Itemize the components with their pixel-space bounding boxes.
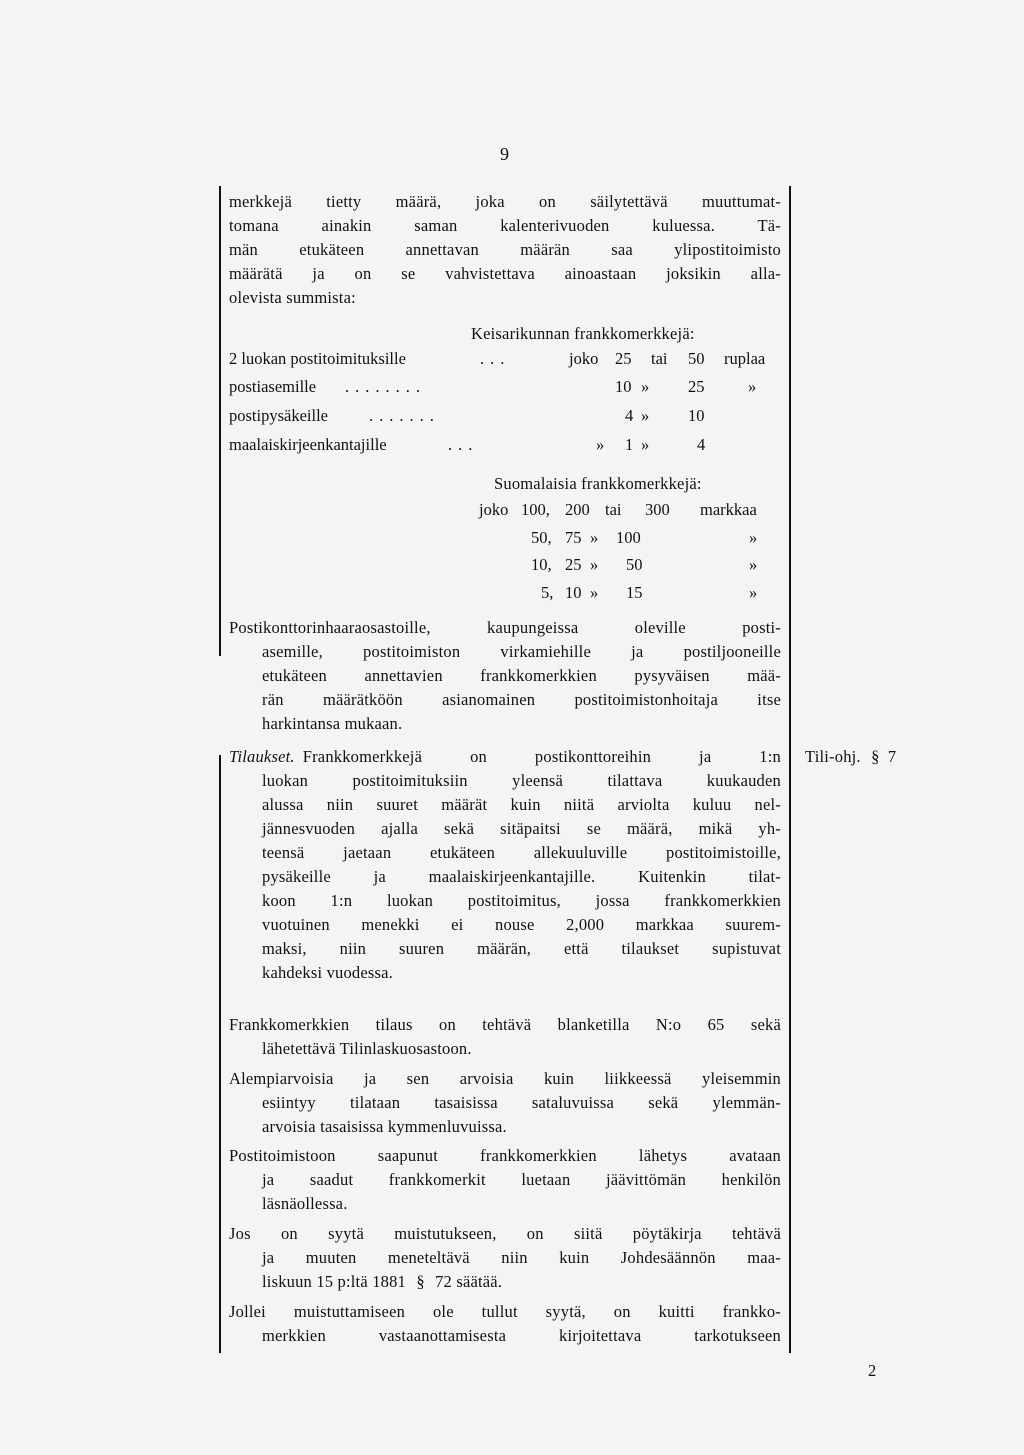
imperial-row-conj: »: [641, 435, 650, 454]
finnish-row-a: 100,: [521, 500, 550, 519]
imperial-row-b: 4: [697, 435, 706, 454]
finnish-row-conj: »: [590, 583, 599, 602]
imperial-row-label: maalaiskirjeenkantajille: [229, 435, 387, 454]
finnish-row-conj: »: [590, 528, 599, 547]
receipt-line: Jollei muistuttamiseen ole tullut syytä, on kuitti frankko-: [229, 1302, 781, 1321]
finnish-row-b: 75: [565, 528, 582, 547]
arrival-paragraph: [229, 1144, 781, 1216]
finnish-row-c: 15: [626, 583, 643, 602]
arrival-line: läsnäollessa.: [262, 1194, 348, 1213]
orders-line: maksi, niin suuren määrän, että tilaukset supistuvat: [262, 939, 781, 958]
section-mark: §: [871, 747, 880, 766]
intro-paragraph: [229, 190, 781, 310]
imperial-row-a: 1: [625, 435, 634, 454]
imperial-row-b: 10: [688, 406, 705, 425]
arrival-line: ja saadut frankkomerkit luetaan jäävittömän henkilön: [262, 1170, 781, 1189]
right-rule: [789, 186, 791, 1353]
orders-line: jännesvuoden ajalla sekä sitäpaitsi se määrä, mikä yh-: [262, 819, 781, 838]
imperial-row-a: 10: [615, 377, 632, 396]
lower-line: esiintyy tilataan tasaisissa sataluvuissa sekä ylemmän-: [262, 1093, 781, 1112]
left-rule: [219, 186, 221, 656]
finnish-row-conj: tai: [605, 500, 622, 519]
intro-line: tomana ainakin saman kalenterivuoden kuluessa. Tä-: [229, 216, 781, 235]
left-rule-lower: [219, 755, 221, 1353]
intro-line: olevista summista:: [229, 288, 356, 307]
complaint-end: 72 säätää.: [435, 1272, 503, 1291]
lower-line: arvoisia tasaisissa kymmenluvuissa.: [262, 1117, 507, 1136]
finnish-row-conj: »: [590, 555, 599, 574]
receipt-line: merkkien vastaanottamisesta kirjoitettava tarkotukseen: [262, 1326, 781, 1345]
orders-line: teensä jaetaan etukäteen allekuuluville postitoimistoille,: [262, 843, 781, 862]
footer-number: 2: [868, 1361, 877, 1380]
finnish-row-b: 25: [565, 555, 582, 574]
orders-line: vuotuinen menekki ei nouse 2,000 markkaa suurem-: [262, 915, 781, 934]
finnish-heading: Suomalaisia frankkomerkkejä:: [494, 474, 702, 493]
intro-line: merkkejä tietty määrä, joka on säilytettävä muuttumat-: [229, 192, 781, 211]
orders-line: Frankkomerkkejä on postikonttoreihin ja 1:n: [302, 747, 781, 766]
orders-line: kahdeksi vuodessa.: [262, 963, 393, 982]
imperial-row-label: 2 luokan postitoimituksille: [229, 349, 406, 368]
finnish-row-unit: »: [749, 528, 758, 547]
branch-line: rän määrätköön asianomainen postitoimistonhoitaja itse: [262, 690, 781, 709]
orders-line: alussa niin suuret määrät kuin niitä arviolta kuluu nel-: [262, 795, 781, 814]
imperial-row-conj: »: [641, 406, 650, 425]
branch-paragraph: [229, 616, 781, 736]
imperial-row-dots: ........: [345, 377, 426, 396]
finnish-row-c: 300: [645, 500, 670, 519]
imperial-row-b: 50: [688, 349, 705, 368]
imperial-row-unit: ruplaa: [724, 349, 766, 368]
finnish-row-c: 50: [626, 555, 643, 574]
finnish-row-a: 5,: [541, 583, 554, 602]
side-note-number: 7: [887, 747, 897, 766]
side-note: [805, 745, 896, 769]
section-mark: §: [416, 1272, 425, 1291]
branch-line: harkintansa mukaan.: [262, 714, 403, 733]
page-number: 9: [500, 144, 510, 164]
imperial-row-label: postiasemille: [229, 377, 317, 396]
imperial-row-a: 4: [625, 406, 634, 425]
finnish-row-c: 100: [616, 528, 641, 547]
orders-line: pysäkeille ja maalaiskirjeenkantajille. Kuitenkin tilat-: [262, 867, 781, 886]
intro-line: män etukäteen annettavan määrän saa ylipostitoimisto: [229, 240, 781, 259]
side-note-label: Tili-ohj.: [805, 747, 861, 766]
imperial-row-conj: tai: [651, 349, 668, 368]
finnish-row-a: 50,: [531, 528, 552, 547]
complaint-paragraph: [229, 1222, 781, 1294]
imperial-row-prefix: »: [596, 435, 605, 454]
complaint-line: Jos on syytä muistutukseen, on siitä pöytäkirja tehtävä: [229, 1224, 781, 1243]
orders-heading: Tilaukset.: [229, 747, 295, 766]
complaint-date: liskuun 15 p:ltä 1881: [262, 1272, 406, 1291]
form-line: Frankkomerkkien tilaus on tehtävä blanketilla N:o 65 sekä: [229, 1015, 781, 1034]
form-line: lähetettävä Tilinlaskuosastoon.: [262, 1039, 472, 1058]
lower-value-paragraph: [229, 1067, 781, 1139]
orders-line: koon 1:n luokan postitoimitus, jossa frankkomerkkien: [262, 891, 781, 910]
lower-line: Alempiarvoisia ja sen arvoisia kuin liikkeessä yleisemmin: [229, 1069, 781, 1088]
imperial-row-unit: »: [748, 377, 757, 396]
imperial-row-b: 25: [688, 377, 705, 396]
orders-line: luokan postitoimituksiin yleensä tilattava kuukauden: [262, 771, 781, 790]
finnish-row-a: 10,: [531, 555, 552, 574]
branch-line: etukäteen annettavien frankkomerkkien pysyväisen mää-: [262, 666, 781, 685]
finnish-row-unit: markkaa: [700, 500, 757, 519]
complaint-line: [262, 1270, 781, 1294]
imperial-row-prefix: joko: [569, 349, 599, 368]
imperial-row-conj: »: [641, 377, 650, 396]
form-paragraph: [229, 1013, 781, 1061]
imperial-row-dots: ...: [448, 435, 479, 454]
orders-paragraph: [229, 745, 781, 985]
finnish-row-unit: »: [749, 555, 758, 574]
finnish-row-prefix: joko: [479, 500, 509, 519]
finnish-row-unit: »: [749, 583, 758, 602]
imperial-row-dots: .......: [369, 406, 440, 425]
finnish-row-b: 10: [565, 583, 582, 602]
imperial-row-label: postipysäkeille: [229, 406, 328, 425]
imperial-row-dots: ...: [480, 349, 511, 368]
branch-line: Postikonttorinhaaraosastoille, kaupungeissa oleville posti-: [229, 618, 781, 637]
orders-first-line: [229, 745, 781, 769]
finnish-row-b: 200: [565, 500, 590, 519]
imperial-row-a: 25: [615, 349, 632, 368]
complaint-line: ja muuten meneteltävä niin kuin Johdesäännön maa-: [262, 1248, 781, 1267]
arrival-line: Postitoimistoon saapunut frankkomerkkien lähetys avataan: [229, 1146, 781, 1165]
receipt-paragraph: [229, 1300, 781, 1348]
intro-line: määrätä ja on se vahvistettava ainoastaan joksikin alla-: [229, 264, 781, 283]
branch-line: asemille, postitoimiston virkamiehille ja postiljooneille: [262, 642, 781, 661]
imperial-heading: Keisarikunnan frankkomerkkejä:: [471, 324, 695, 343]
